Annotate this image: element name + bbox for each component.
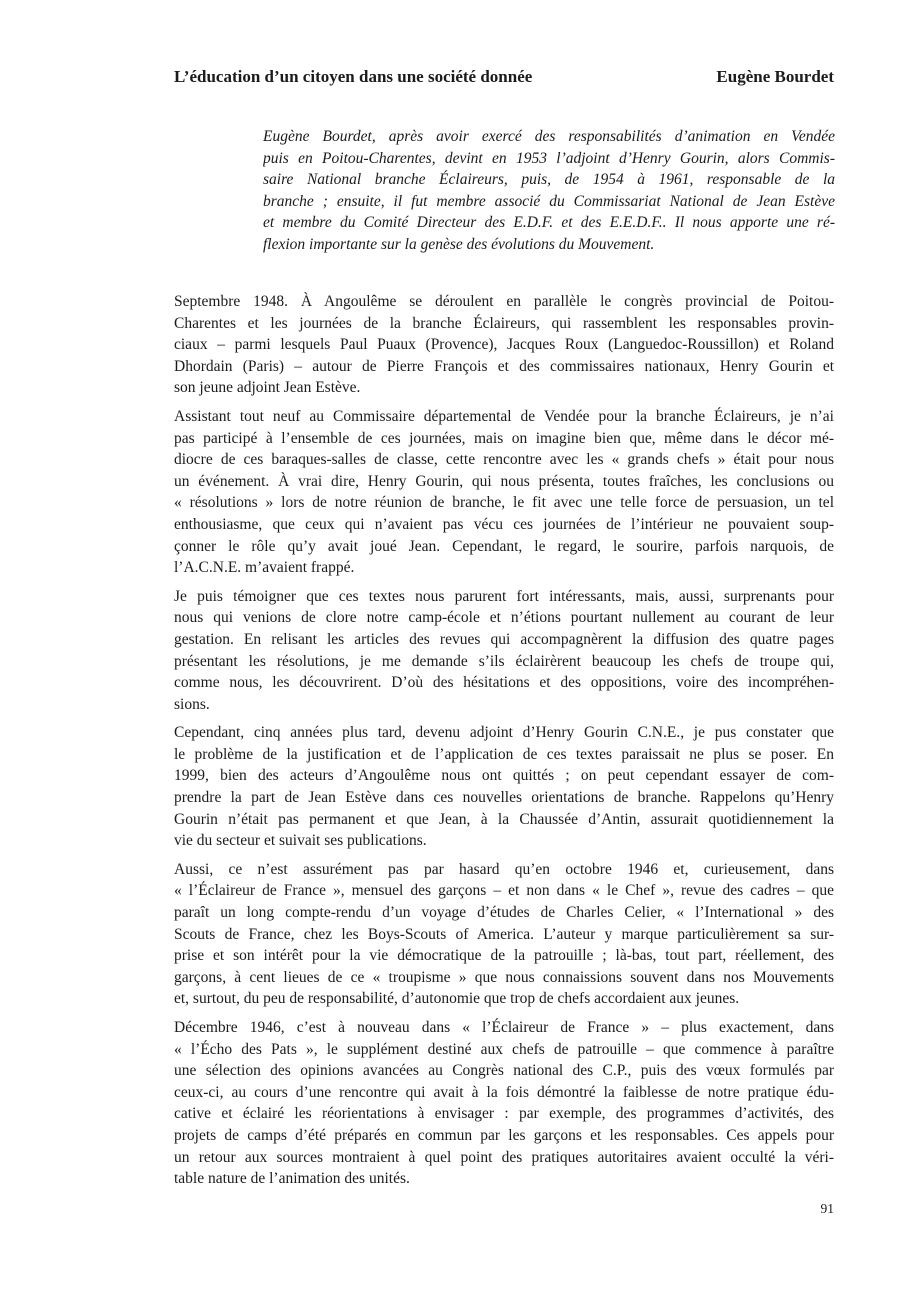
text-line: Dhordain (Paris) – autour de Pierre François et des commissaires nationaux, Henry Gourin et: [174, 357, 834, 375]
text-line: çonner le rôle qu’y avait joué Jean. Cependant, le regard, le sourire, parfois narquois, de: [174, 537, 834, 555]
document-title: L’éducation d’un citoyen dans une société donnée: [174, 67, 533, 86]
text-line: l’A.C.N.E. m’avaient frappé.: [174, 559, 355, 577]
text-line: Assistant tout neuf au Commissaire départemental de Vendée pour la branche Éclaireurs, je n’ai: [174, 407, 834, 425]
page-header: [174, 66, 834, 88]
text-line: Cependant, cinq années plus tard, devenu adjoint d’Henry Gourin C.N.E., je pus constater que: [174, 724, 834, 742]
text-line: et, surtout, du peu de responsabilité, d’autonomie que trop de chefs accordaient aux jeunes.: [174, 990, 740, 1008]
text-line: son jeune adjoint Jean Estève.: [174, 379, 361, 397]
text-line: gestation. En relisant les articles des revues qui accompagnèrent la diffusion des quatre pages: [174, 630, 834, 648]
text-line: puis en Poitou-Charentes, devint en 1953 l’adjoint d’Henry Gourin, alors Commis-: [263, 149, 835, 167]
author-name: Eugène Bourdet: [716, 67, 834, 86]
text-line: un événement. À vrai dire, Henry Gourin, qui nous présenta, toutes fraîches, les conclusions ou: [174, 472, 834, 490]
text-line: nous qui venions de clore notre camp-école et n’étions pourtant nullement au courant de leur: [174, 609, 834, 627]
text-line: « résolutions » lors de notre réunion de branche, le fit avec une telle force de persuasion, un tel: [174, 494, 834, 512]
text-line: « l’Écho des Pats », le supplément destiné aux chefs de patrouille – que commence à paraître: [174, 1040, 834, 1058]
text-line: Je puis témoigner que ces textes nous parurent fort intéressants, mais, aussi, surprenants pour: [174, 587, 834, 605]
text-line: diocre de ces baraques-salles de classe, cette rencontre avec les « grands chefs » était pour nous: [174, 451, 834, 469]
body-content: [174, 291, 834, 1197]
text-line: pas participé à l’ensemble de ces journées, mais on imagine bien que, même dans le décor mé-: [174, 429, 834, 447]
paragraph: [174, 291, 834, 399]
text-line: ceux-ci, au cours d’une rencontre qui avait à la fois démontré la faiblesse de notre pratique édu-: [174, 1083, 834, 1101]
text-line: « l’Éclaireur de France », mensuel des garçons – et non dans « le Chef », revue des cadres – que: [174, 882, 834, 900]
text-line: Gourin n’était pas permanent et que Jean, à la Chaussée d’Antin, assurait quotidiennement la: [174, 810, 834, 828]
text-line: prise et son intérêt pour la vie démocratique de la patrouille ; là-bas, tout part, réellement, des: [174, 947, 834, 965]
text-line: comme nous, les découvrirent. D’où des hésitations et des oppositions, voire des incompréhen-: [174, 674, 834, 692]
text-line: cative et éclairé les réorientations à envisager : par exemple, des programmes d’activités, des: [174, 1105, 834, 1123]
paragraph: [174, 859, 834, 1010]
text-line: prendre la part de Jean Estève dans ces nouvelles orientations de branche. Rappelons qu’Henry: [174, 789, 834, 807]
text-line: Décembre 1946, c’est à nouveau dans « l’Éclaireur de France » – plus exactement, dans: [174, 1019, 834, 1036]
text-line: Charentes et les journées de la branche Éclaireurs, qui rassemblent les responsables provin-: [174, 314, 834, 332]
text-line: le problème de la justification et de l’application de ces textes paraissait ne plus se poser. En: [174, 745, 834, 763]
text-line: et membre du Comité Directeur des E.D.F. et des E.E.D.F.. Il nous apporte une ré-: [263, 214, 835, 232]
text-line: ciaux – parmi lesquels Paul Puaux (Provence), Jacques Roux (Languedoc-Roussillon) et Roland: [174, 336, 834, 354]
text-line: paraît un long compte-rendu d’un voyage d’études de Charles Celier, « l’International » des: [174, 904, 834, 922]
page-number: 91: [820, 1201, 834, 1216]
text-line: saire National branche Éclaireurs, puis, de 1954 à 1961, responsable de la: [263, 171, 835, 189]
text-line: un retour aux sources montraient à quel point des pratiques autoritaires avaient occulté la véri-: [174, 1148, 834, 1166]
text-line: Scouts de France, chez les Boys-Scouts of America. L’auteur y marque particulièrement sa sur-: [174, 925, 834, 943]
paragraph: [174, 722, 834, 852]
text-line: branche ; ensuite, il fut membre associé du Commissariat National de Jean Estève: [263, 192, 835, 210]
text-line: Aussi, ce n’est assurément pas par hasard qu’en octobre 1946 et, curieusement, dans: [174, 860, 834, 878]
text-line: 1999, bien des acteurs d’Angoulême nous ont quittés ; on peut cependant essayer de com-: [174, 767, 834, 785]
text-line: table nature de l’animation des unités.: [174, 1170, 410, 1188]
text-line: une sélection des opinions avancées au Congrès national des C.P., puis des vœux formulés par: [174, 1062, 834, 1080]
text-line: vie du secteur et suivait ses publications.: [174, 832, 427, 850]
text-line: présentant les résolutions, je me demande s’ils éclairèrent beaucoup les chefs de troupe qui,: [174, 652, 834, 670]
text-line: enthousiasme, que ceux qui n’avaient pas vécu ces journées de l’intérieur ne pouvaient soup-: [174, 515, 834, 533]
text-line: sions.: [174, 695, 210, 713]
text-line: garçons, à cent lieues de ce « troupisme » que nous connaissions souvent dans nos Mouvements: [174, 968, 834, 986]
intro-abstract: [263, 126, 835, 256]
text-line: Septembre 1948. À Angoulême se déroulent en parallèle le congrès provincial de Poitou-: [174, 293, 834, 310]
text-line: Eugène Bourdet, après avoir exercé des responsabilités d’animation en Vendée: [263, 128, 835, 145]
paragraph: [174, 586, 834, 716]
paragraph: [174, 406, 834, 579]
text-line: projets de camps d’été préparés en commun par les garçons et les responsables. Ces appels pour: [174, 1126, 834, 1144]
paragraph: [174, 1017, 834, 1190]
text-line: flexion importante sur la genèse des évolutions du Mouvement.: [263, 235, 655, 253]
